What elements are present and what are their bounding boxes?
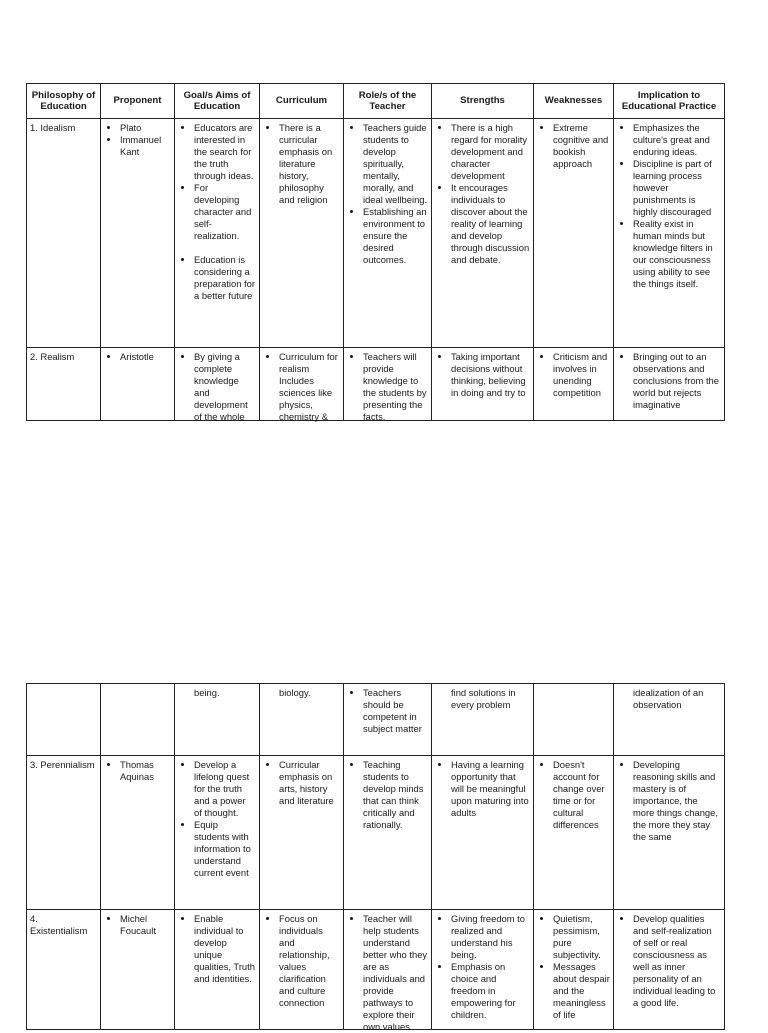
- header-implication: Implication to Educational Practice: [614, 84, 725, 119]
- list-item: • Education is considering a preparation for a better future: [194, 254, 256, 302]
- header-proponent: Proponent: [101, 84, 175, 119]
- table-row-existentialism: [27, 910, 725, 1030]
- cell-teacher-role: [344, 119, 432, 348]
- cell-implication: [614, 348, 725, 421]
- list-item: • Emphasis on choice and freedom in empowering for children.: [451, 961, 530, 1021]
- cell-implication: [614, 910, 725, 1030]
- cell-philosophy: 3. Perennialism: [27, 756, 101, 910]
- list-item: • Curriculum for realism Includes sciences like physics, chemistry &: [279, 351, 340, 423]
- list-item: • Thomas Aquinas: [120, 759, 171, 783]
- cell-goals: [175, 119, 260, 348]
- table-row-perennialism: [27, 756, 725, 910]
- list-item: • Curricular emphasis on arts, history and literature: [279, 759, 340, 807]
- cell-strengths: [432, 910, 534, 1030]
- cell-curriculum: [260, 119, 344, 348]
- list-item: • Focus on individuals and relationship, values clarification and culture connection: [279, 913, 340, 1009]
- cell-weaknesses: [534, 756, 614, 910]
- list-item: • Quietism, pessimism, pure subjectivity.: [553, 913, 610, 961]
- list-item: • Equip students with information to understand current event: [194, 819, 256, 879]
- table-row-realism: [27, 348, 725, 421]
- cell-proponent: [101, 756, 175, 910]
- philosophy-table-page1: [26, 83, 725, 421]
- cell-teacher-role: [344, 348, 432, 421]
- cell-implication: idealization of an observation: [614, 684, 725, 756]
- cell-weaknesses: [534, 910, 614, 1030]
- cell-weaknesses: [534, 119, 614, 348]
- list-item: • Aristotle: [120, 351, 171, 363]
- cell-goals: [175, 348, 260, 421]
- list-item: • Giving freedom to realized and understand his being.: [451, 913, 530, 961]
- list-item: • Developing reasoning skills and mastery is of importance, the more things change, the more they stay the same: [633, 759, 721, 843]
- cell-curriculum: [260, 756, 344, 910]
- list-item: • Teachers guide students to develop spiritually, mentally, morally, and ideal wellbeing.: [363, 122, 428, 206]
- list-item: • Enable individual to develop unique qualities, Truth and identities.: [194, 913, 256, 985]
- cell-curriculum: biology.: [260, 684, 344, 756]
- list-item: • Establishing an environment to ensure the desired outcomes.: [363, 206, 428, 266]
- cell-proponent: [101, 910, 175, 1030]
- list-item: • There is a high regard for morality development and character development: [451, 122, 530, 182]
- cell-curriculum: [260, 910, 344, 1030]
- cell-strengths: find solutions in every problem: [432, 684, 534, 756]
- list-item: • Teachers will provide knowledge to the students by presenting the facts.: [363, 351, 428, 423]
- table-row-realism-continued: [27, 684, 725, 756]
- cell-weaknesses: [534, 684, 614, 756]
- cell-proponent: [101, 348, 175, 421]
- list-item: • Extreme cognitive and bookish approach: [553, 122, 610, 170]
- list-item: • Taking important decisions without thinking, believing in doing and try to: [451, 351, 530, 399]
- cell-philosophy: 2. Realism: [27, 348, 101, 421]
- cell-goals: [175, 756, 260, 910]
- cell-teacher-role: [344, 910, 432, 1030]
- cell-strengths: [432, 348, 534, 421]
- list-item: • Develop qualities and self-realization of self or real consciousness as well as inner personality of an individual leading to a good life.: [633, 913, 721, 1009]
- list-item: • It encourages individuals to discover about the reality of learning and develop through discussion and debate.: [451, 182, 530, 266]
- cell-teacher-role: [344, 684, 432, 756]
- header-weaknesses: Weaknesses: [534, 84, 614, 119]
- cell-proponent: [101, 119, 175, 348]
- cell-implication: [614, 119, 725, 348]
- list-item: • Teachers should be competent in subject matter: [363, 687, 428, 735]
- list-item: • Criticism and involves in unending competition: [553, 351, 610, 399]
- list-item: • Messages about despair and the meaningless of life: [553, 961, 610, 1021]
- philosophy-table-page2: [26, 683, 725, 1030]
- cell-philosophy: 1. Idealism: [27, 119, 101, 348]
- header-curriculum: Curriculum: [260, 84, 344, 119]
- list-item: • Teaching students to develop minds that can think critically and rationally.: [363, 759, 428, 831]
- list-item: • Teacher will help students understand better who they are as individuals and provide pathways to explore their own values: [363, 913, 428, 1033]
- list-item: • Discipline is part of learning process however punishments is highly discouraged: [633, 158, 721, 218]
- list-item: • Michel Foucault: [120, 913, 171, 937]
- cell-implication: [614, 756, 725, 910]
- table-row-idealism: [27, 119, 725, 348]
- cell-weaknesses: [534, 348, 614, 421]
- cell-philosophy: [27, 684, 101, 756]
- cell-teacher-role: [344, 756, 432, 910]
- header-philosophy: Philosophy of Education: [27, 84, 101, 119]
- cell-strengths: [432, 119, 534, 348]
- list-item: • Emphasizes the culture's great and enduring ideas.: [633, 122, 721, 158]
- list-item: • Doesn't account for change over time or for cultural differences: [553, 759, 610, 831]
- cell-proponent: [101, 684, 175, 756]
- cell-goals: [175, 910, 260, 1030]
- list-item: • For developing character and self-realization.: [194, 182, 256, 242]
- list-item: • Develop a lifelong quest for the truth and a power of thought.: [194, 759, 256, 819]
- list-item: • By giving a complete knowledge and development of the whole: [194, 351, 256, 423]
- cell-curriculum: [260, 348, 344, 421]
- list-item: • Immanuel Kant: [120, 134, 171, 158]
- cell-goals: being.: [175, 684, 260, 756]
- list-item: • Having a learning opportunity that will be meaningful upon maturing into adults: [451, 759, 530, 819]
- list-item: • Reality exist in human minds but knowledge filters in our consciousness using ability to see the things itself.: [633, 218, 721, 290]
- list-item: • Plato: [120, 122, 171, 134]
- list-item: • There is a curricular emphasis on literature history, philosophy and religion: [279, 122, 340, 206]
- list-item: • Bringing out to an observations and conclusions from the world but rejects imaginative: [633, 351, 721, 411]
- cell-philosophy: 4. Existentialism: [27, 910, 101, 1030]
- cell-strengths: [432, 756, 534, 910]
- header-goals: Goal/s Aims of Education: [175, 84, 260, 119]
- header-teacher-role: Role/s of the Teacher: [344, 84, 432, 119]
- header-strengths: Strengths: [432, 84, 534, 119]
- list-item: • Educators are interested in the search for the truth through ideas.: [194, 122, 256, 182]
